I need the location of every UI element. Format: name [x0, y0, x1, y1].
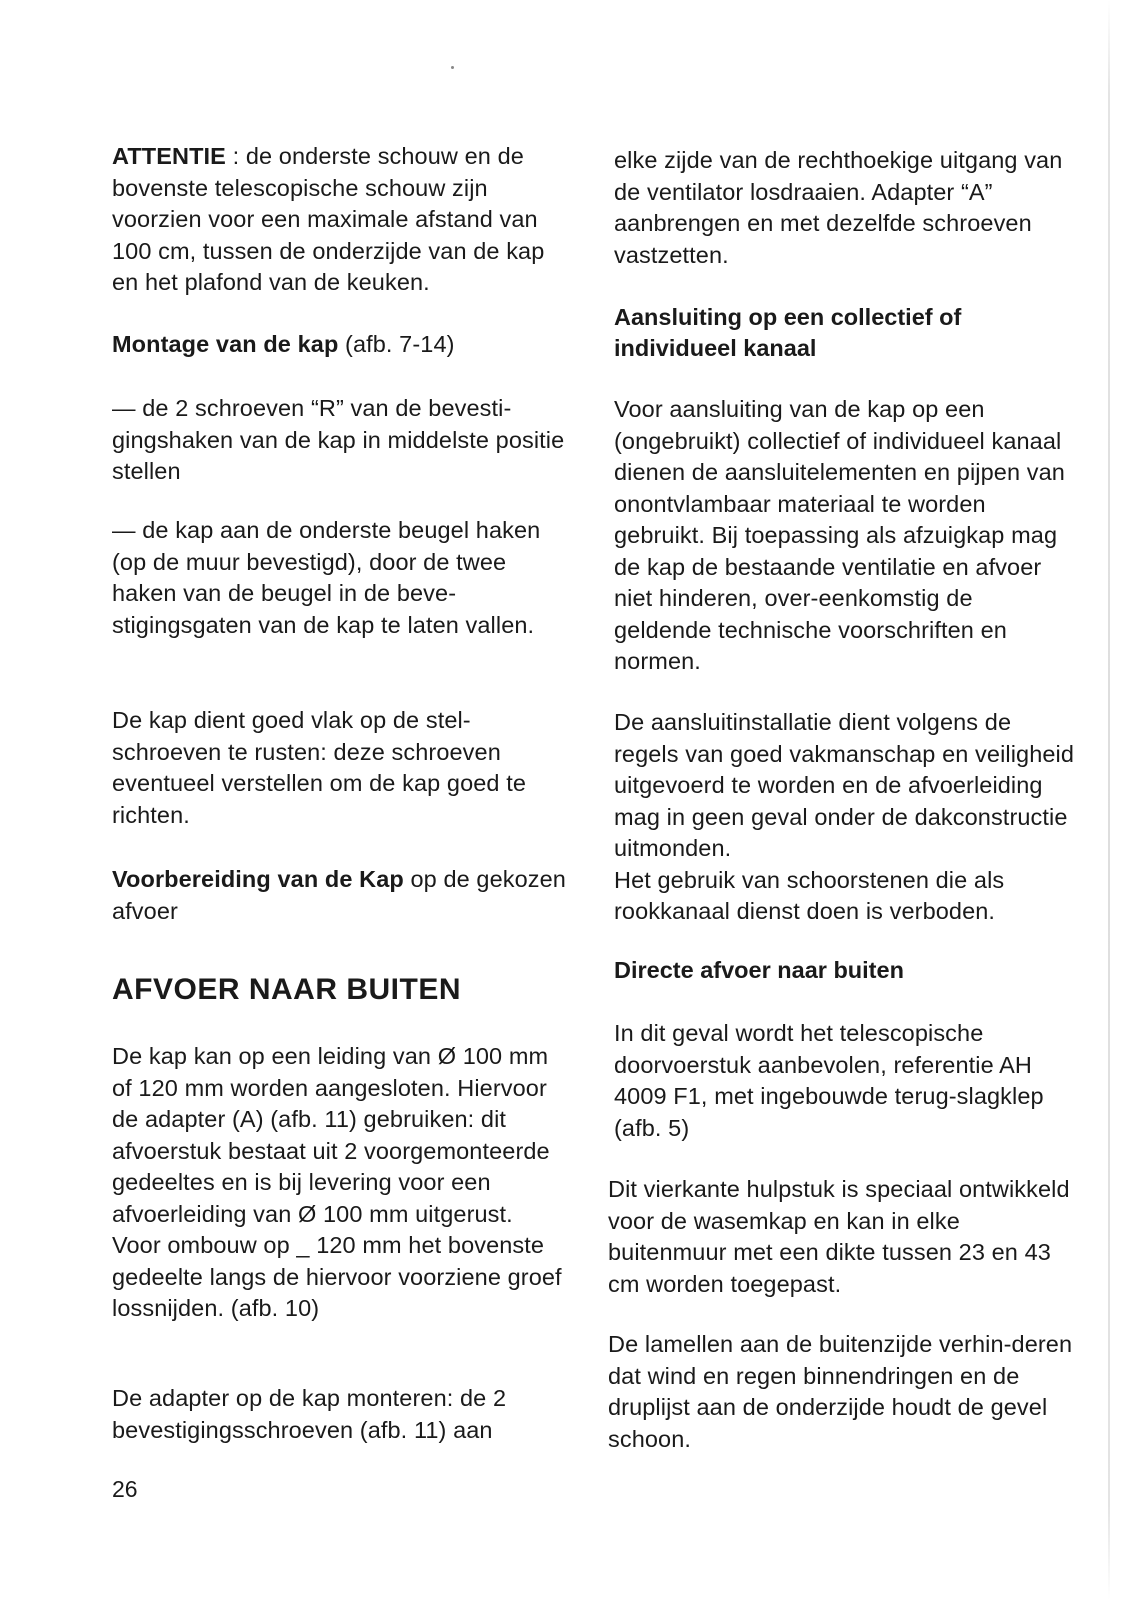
attentie-label: ATTENTIE [112, 143, 226, 169]
voorbereiding-rest: op de gekozen afvoer [112, 866, 566, 924]
direct-paragraph-2: Dit vierkante hulpstuk is speciaal ontwikkeld voor de wasemkap en kan in elke buitenmuur met een dikte tussen 23 en 43 cm worden toegepast. [608, 1176, 1070, 1297]
montage-step-1: — de 2 schroeven “R” van de bevesti-gingshaken van de kap in middelste positie stellen [112, 395, 565, 484]
attentie-text: : de onderste schouw en de bovenste telescopische schouw zijn voorzien voor een maximale afstand van 100 cm, tussen de onderzijde van de kap en het plafond van de keuken. [112, 143, 545, 295]
scan-speck [451, 66, 454, 69]
afvoer-paragraph-1: De kap kan op een leiding van Ø 100 mm of 120 mm worden aangesloten. Hiervoor de adapter (A) (afb. 11) gebruiken: dit afvoerstuk bestaat uit 2 voorgemonteerde gedeeltes en is bij levering voor een afvoerleiding van Ø 100 mm uitgerust. Voor ombouw op _ 120 mm het bovenste gedeelte langs de hiervoor voorziene groef lossnijden. (afb. 10) [112, 1043, 562, 1321]
direct-paragraph-3: De lamellen aan de buitenzijde verhin-deren dat wind en regen binnendringen en de druplijst aan de onderzijde houdt de gevel schoon. [608, 1331, 1073, 1452]
voorbereiding-paragraph [112, 864, 574, 927]
aansluiting-text-a: De aansluitinstallatie dient volgens de regels van goed vakmanschap en veiligheid uitgevoerd te worden en de afvoerleiding mag in geen geval onder de dakconstructie uitmonden. [614, 709, 1075, 861]
afvoer-heading: AFVOER NAAR BUITEN [112, 973, 462, 1006]
aansluiting-paragraph-2 [614, 707, 1076, 928]
montage-title: Montage van de kap [112, 331, 339, 357]
montage-step-2: — de kap aan de onderste beugel haken (op de muur bevestigd), door de twee haken van de beugel in de beve-stigingsgaten van de kap te laten vallen. [112, 517, 541, 638]
kap-paragraph: De kap dient goed vlak op de stel-schroeven te rusten: deze schroeven eventueel verstellen om de kap goed te richten. [112, 707, 527, 828]
continued-paragraph: elke zijde van de rechthoekige uitgang van de ventilator losdraaien. Adapter “A” aanbrengen en met dezelfde schroeven vastzetten. [614, 147, 1063, 268]
page-edge-line [1108, 0, 1110, 1600]
aansluiting-heading: Aansluiting op een collectief of individueel kanaal [614, 304, 962, 361]
attentie-paragraph [112, 141, 574, 299]
afvoer-paragraph-2: De adapter op de kap monteren: de 2 bevestigingsschroeven (afb. 11) aan [112, 1385, 507, 1443]
aansluiting-paragraph-1: Voor aansluiting van de kap op een (ongebruikt) collectief of individueel kanaal dienen de aansluitelementen en pijpen van onontvlambaar materiaal te worden gebruikt. Bij toepassing als afzuigkap mag de kap de bestaande ventilatie en afvoer niet hinderen, over-eenkomstig de geldende technische voorschriften en normen. [614, 396, 1065, 674]
direct-heading: Directe afvoer naar buiten [614, 957, 904, 983]
montage-ref: (afb. 7-14) [338, 331, 455, 357]
voorbereiding-title: Voorbereiding van de Kap [112, 866, 404, 892]
direct-paragraph-1: In dit geval wordt het telescopische doorvoerstuk aanbevolen, referentie AH 4009 F1, met ingebouwde terug-slagklep (afb. 5) [614, 1020, 1044, 1141]
page-number: 26 [112, 1476, 138, 1502]
aansluiting-text-b: Het gebruik van schoorstenen die als rookkanaal dienst doen is verboden. [614, 866, 1005, 924]
montage-heading [112, 329, 455, 361]
